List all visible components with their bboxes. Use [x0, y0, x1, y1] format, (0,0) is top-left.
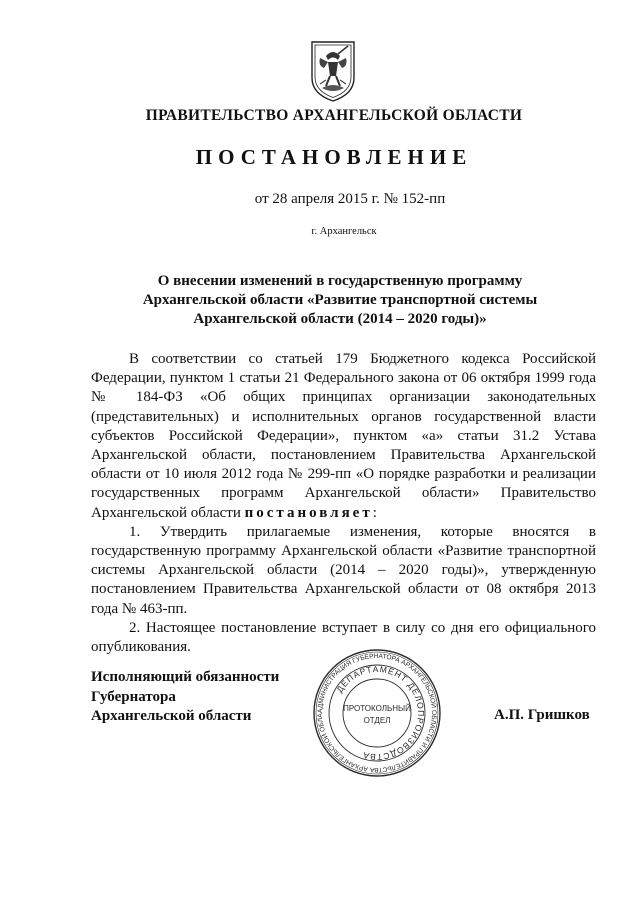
preamble-text: В соответствии со статьей 179 Бюджетного кодекса Российской Федерации, пунктом 1 статьи 21 Федерального закона от 06 октября 1999 года № 184-ФЗ «Об общих принципах организации законодательных (представительных) и исполнительных органов государственной власти субъектов Российской Федерации», пунктом «а» статьи 31.2 Устава Архангельской области, постановлением Правительства Архангельской области от 10 июля 2012 года № 299-пп «О порядке разработки и реализации государственных программ Архангельской области» Правительство Архангельской области	[91, 351, 596, 521]
resolves-word: постановляет	[244, 504, 373, 521]
position-line: Архангельской области	[91, 708, 252, 724]
document-type: ПОСТАНОВЛЕНИЕ	[195, 145, 473, 169]
stamp-inner-text: ДЕПАРТАМЕНТ ДЕЛОПРОИЗВОДСТВА	[334, 663, 427, 763]
stamp-outer-text: АДМИНИСТРАЦИЯ ГУБЕРНАТОРА АРХАНГЕЛЬСКОЙ ОБЛАСТИ И ПРАВИТЕЛЬСТВА АРХАНГЕЛЬСКОЙ ОБЛА	[316, 652, 438, 774]
signatory-position	[91, 668, 279, 727]
coat-of-arms-icon	[308, 38, 358, 104]
signatory-name: А.П. Гришков	[494, 707, 590, 723]
official-stamp	[312, 648, 442, 778]
resolves-colon: :	[372, 504, 377, 521]
government-title: ПРАВИТЕЛЬСТВО АРХАНГЕЛЬСКОЙ ОБЛАСТИ	[145, 107, 523, 124]
document-city: г. Архангельск	[311, 226, 377, 237]
subject-line: Архангельской области (2014 – 2020 годы)»	[193, 311, 487, 327]
preamble-paragraph	[91, 350, 596, 523]
position-line: Губернатора	[91, 688, 176, 705]
document-body	[91, 350, 596, 657]
stamp-center-line-2: ОТДЕЛ	[363, 716, 391, 725]
item-1-paragraph: 1. Утвердить прилагаемые изменения, которые вносятся в государственную программу Архангельской области «Развитие транспортной системы Архангельской области (2014 – 2020 годы)», утвержденную постановлением Правительства Архангельской области от 08 октября 2013 года № 463-пп.	[91, 523, 596, 617]
stamp-center-line-1: ПРОТОКОЛЬНЫЙ	[343, 704, 411, 713]
subject-line: Архангельской области «Развитие транспортной системы	[142, 292, 538, 308]
document-date-number: от 28 апреля 2015 г. № 152-пп	[254, 191, 446, 207]
subject-line: О внесении изменений в государственную программу	[157, 273, 523, 289]
position-line: Исполняющий обязанности	[91, 669, 280, 685]
item-2-paragraph: 2. Настоящее постановление вступает в силу со дня его официального опубликования.	[91, 619, 596, 656]
document-subject	[110, 272, 570, 329]
svg-text:ДЕПАРТАМЕНТ ДЕЛОПРОИЗВОДСТВА	[334, 664, 426, 762]
